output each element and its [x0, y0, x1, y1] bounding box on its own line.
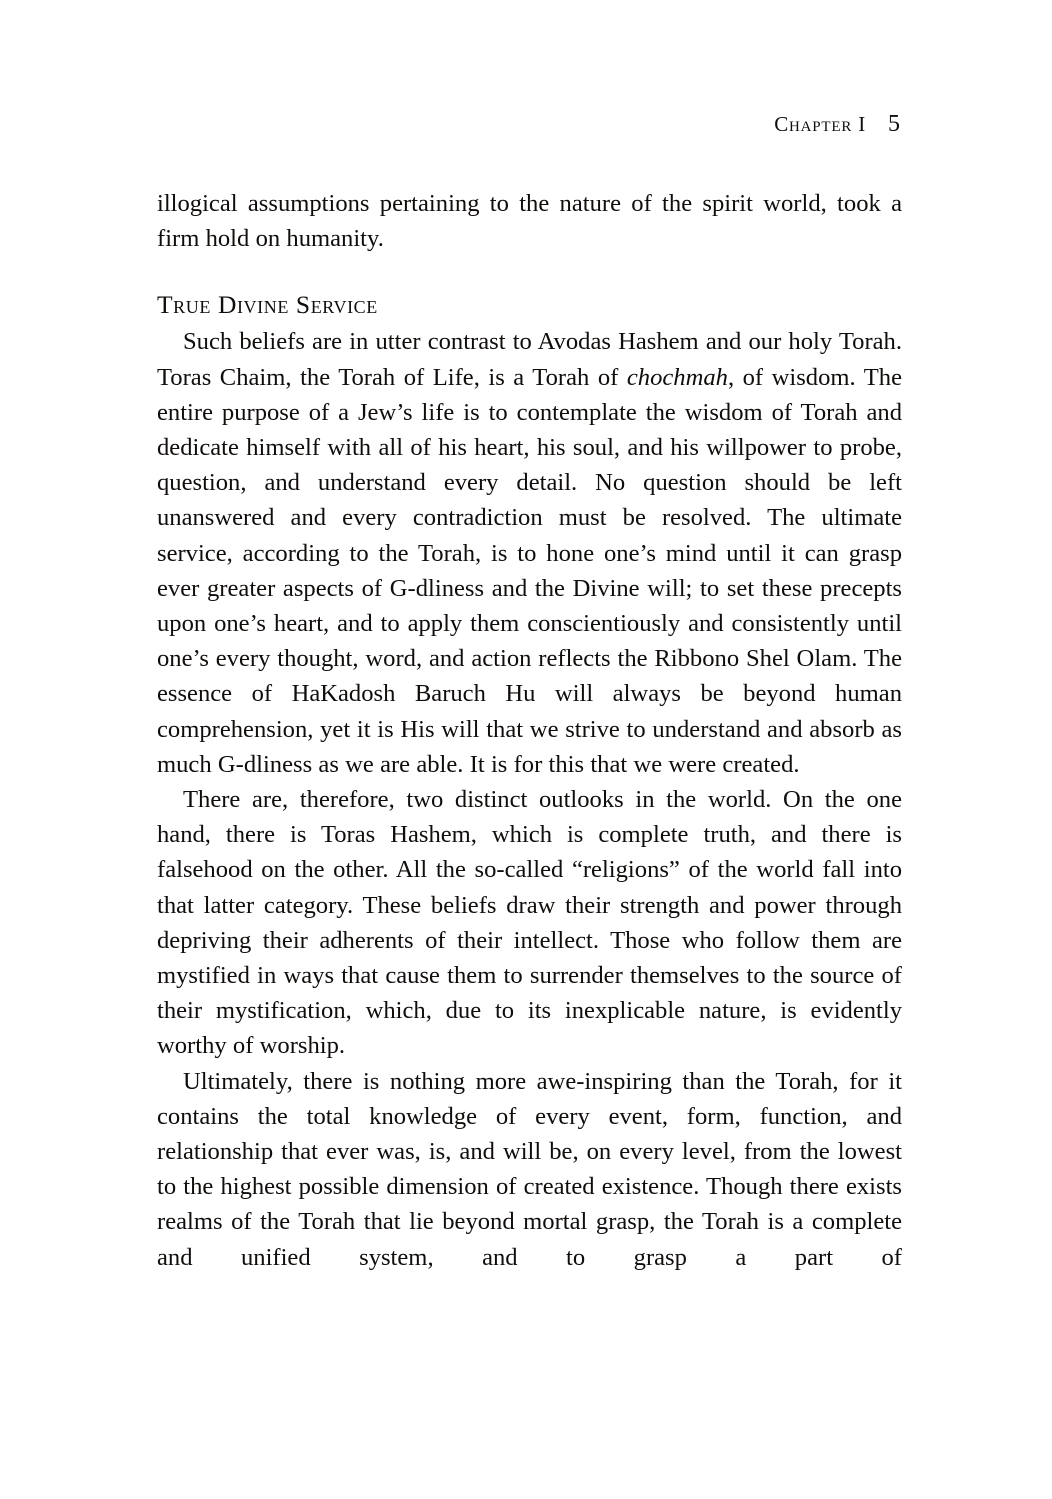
- text-block: [157, 186, 902, 1275]
- italic-term-chochmah: chochmah: [626, 363, 728, 391]
- paragraph-ultimately: Ultimately, there is nothing more awe-inspiring than the Torah, for it contains the total knowledge of every event, form, function, and relationship that ever was, is, and will be, on every level, from the lowest to the highest possible dimension of created existence. Though there exists realms of the Torah that lie beyond mortal grasp, the Torah is a complete and unified system, and to grasp a part of: [157, 1067, 902, 1271]
- paragraph-continuation: illogical assumptions pertaining to the nature of the spirit world, took a firm hold on humanity.: [157, 190, 902, 253]
- page-number: 5: [888, 111, 900, 137]
- running-head: [157, 112, 900, 136]
- paragraph-true-divine-service: [157, 324, 902, 782]
- paragraph-two-outlooks: There are, therefore, two distinct outlooks in the world. On the one hand, there is Toras Hashem, which is complete truth, and there is falsehood on the other. All the so-called “religions” of the world fall into that latter category. These beliefs draw their strength and power through depriving their adherents of their intellect. Those who follow them are mystified in ways that cause them to surrender themselves to the source of their mystification, which, due to its inexplicable nature, is evidently worthy of worship.: [157, 786, 902, 1060]
- running-head-chapter-label: Chapter I: [774, 112, 866, 136]
- spacer-before-heading: [157, 256, 902, 287]
- paragraph-2-text-part-1: Such beliefs are in utter contrast to Avodas Hashem and our holy Torah. Toras Chaim, the Torah of Life, is a Torah of: [157, 328, 902, 391]
- section-heading: True Divine Service: [157, 290, 378, 320]
- paragraph-2-text-part-2: , of wisdom. The entire purpose of a Jew’s life is to contemplate the wisdom of Torah and dedicate himself with all of his heart, his soul, and his willpower to probe, question, and understand every detail. No question should be left unanswered and every contradiction must be resolved. The ultimate service, according to the Torah, is to hone one’s mind until it can grasp ever greater aspects of G-dliness and the Divine will; to set these precepts upon one’s heart, and to apply them conscientiously and consistently until one’s every thought, word, and action reflects the Ribbono Shel Olam. The essence of HaKadosh Baruch Hu will always be beyond human comprehension, yet it is His will that we strive to understand and absorb as much G-dliness as we are able. It is for this that we were created.: [157, 363, 903, 778]
